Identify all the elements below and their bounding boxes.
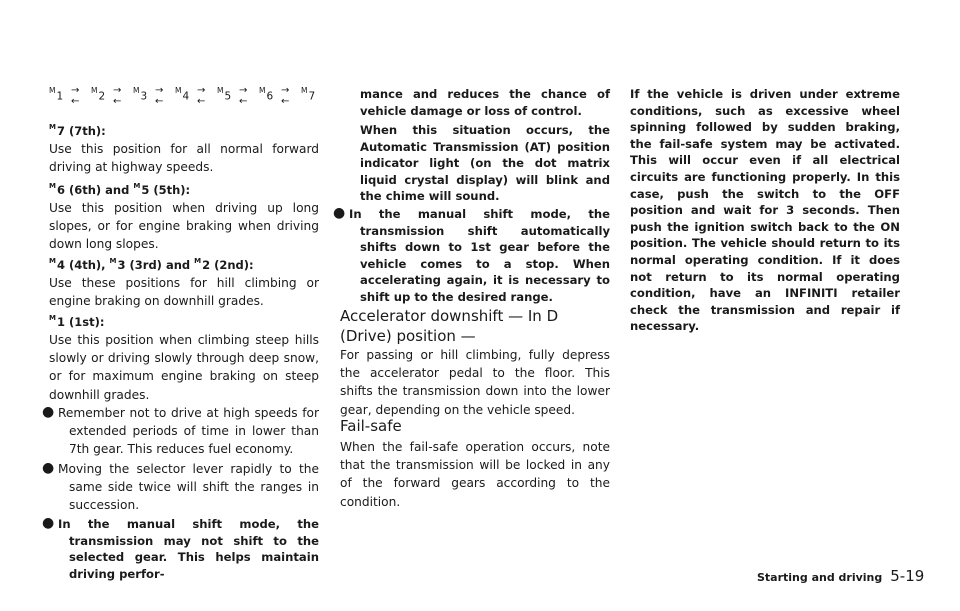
downshift-arrow-icon: ← (281, 96, 290, 107)
text-4th-3rd-2nd: Use these positions for hill climbing or engine braking on downhill grades. (49, 276, 319, 309)
bullet-dot-icon: ● (333, 205, 346, 221)
section-heading-accelerator-downshift: Accelerator downshift — In D (Drive) position — (340, 307, 559, 345)
bullet-auto-downshift: ● In the manual shift mode, the transmission shift automatically shifts down to 1st gear before the vehicle comes to a stop. When accelerating again, it is necessary to shift up to the desired range. (333, 205, 610, 304)
bullet-dot-icon: ● (42, 404, 55, 420)
gear-m7: $^M$7 (301, 86, 316, 103)
section-heading-fail-safe: Fail-safe (340, 417, 402, 435)
upshift-arrow-icon: → (71, 85, 80, 96)
text-fail-safe: When the fail-safe operation occurs, note that the transmission will be locked in any of the forward gears according to the condition. (340, 440, 610, 509)
text-6th-5th: Use this position when driving up long slopes, or for engine braking when driving down long slopes. (49, 201, 319, 252)
downshift-arrow-icon: ← (239, 96, 248, 107)
gear-m6: $^M$6 (259, 86, 274, 103)
bullet-dot-icon: ● (42, 460, 55, 476)
text-7th: Use this position for all normal forward driving at highway speeds. (49, 142, 319, 175)
heading-7th: $^M$7 (7th): (49, 123, 106, 138)
downshift-arrow-icon: ← (197, 96, 206, 107)
heading-6th-5th: $^M$6 (6th) and $^M$5 (5th): (49, 182, 191, 197)
upshift-arrow-icon: → (281, 85, 290, 96)
heading-1st: $^M$1 (1st): (49, 314, 105, 329)
downshift-arrow-icon: ← (71, 96, 80, 107)
text-1st: Use this position when climbing steep hills slowly or driving slowly through deep snow, or for maximum engine braking on steep downhill grades. (49, 333, 319, 402)
gear-m5: $^M$5 (217, 86, 232, 103)
heading-4th-3rd-2nd: $^M$4 (4th), $^M$3 (3rd) and $^M$2 (2nd): (49, 257, 254, 272)
upshift-arrow-icon: → (113, 85, 122, 96)
downshift-arrow-icon: ← (155, 96, 164, 107)
gear-m3: $^M$3 (133, 86, 148, 103)
at-indicator-text: When this situation occurs, the Automatic Transmission (AT) position indicator light (on the dot matrix liquid crystal display) will blink and the chime will sound. (360, 123, 610, 204)
page-number: 5-19 (890, 567, 925, 585)
text-fail-safe-extreme-conditions: If the vehicle is driven under extreme conditions, such as excessive wheel spinning followed by sudden braking, the fail-safe system may be activated. This will occur even if all electrical circuits are functioning properly. In this case, push the switch to the OFF position and wait for 3 seconds. Then push the ignition switch back to the ON position. The vehicle should return to its normal operating condition. If it does not return to its normal operating condition, have an INFINITI retailer check the transmission and repair if necessary. (630, 87, 900, 334)
downshift-arrow-icon: ← (113, 96, 122, 107)
gear-m1: $^M$1 (49, 86, 64, 103)
page-footer (757, 567, 924, 585)
footer-section-title: Starting and driving (757, 571, 883, 584)
bullet-high-speed: ● Remember not to drive at high speeds for extended periods of time in lower than 7th gear. This reduces fuel economy. (42, 404, 319, 457)
bullet-dot-icon: ● (42, 515, 55, 531)
continued-text: mance and reduces the chance of vehicle damage or loss of control. (360, 87, 610, 118)
shift-sequence-diagram (49, 86, 319, 110)
text-accelerator-downshift: For passing or hill climbing, fully depress the accelerator pedal to the floor. This shifts the transmission down into the lower gear, depending on the vehicle speed. (340, 348, 610, 417)
upshift-arrow-icon: → (239, 85, 248, 96)
upshift-arrow-icon: → (197, 85, 206, 96)
bullet-selector-lever: ● Moving the selector lever rapidly to the same side twice will shift the ranges in succession. (42, 460, 319, 513)
bullet-manual-shift-mode: ● In the manual shift mode, the transmission may not shift to the selected gear. This helps maintain driving perfor- (42, 515, 319, 581)
upshift-arrow-icon: → (155, 85, 164, 96)
gear-m2: $^M$2 (91, 86, 106, 103)
gear-m4: $^M$4 (175, 86, 190, 103)
